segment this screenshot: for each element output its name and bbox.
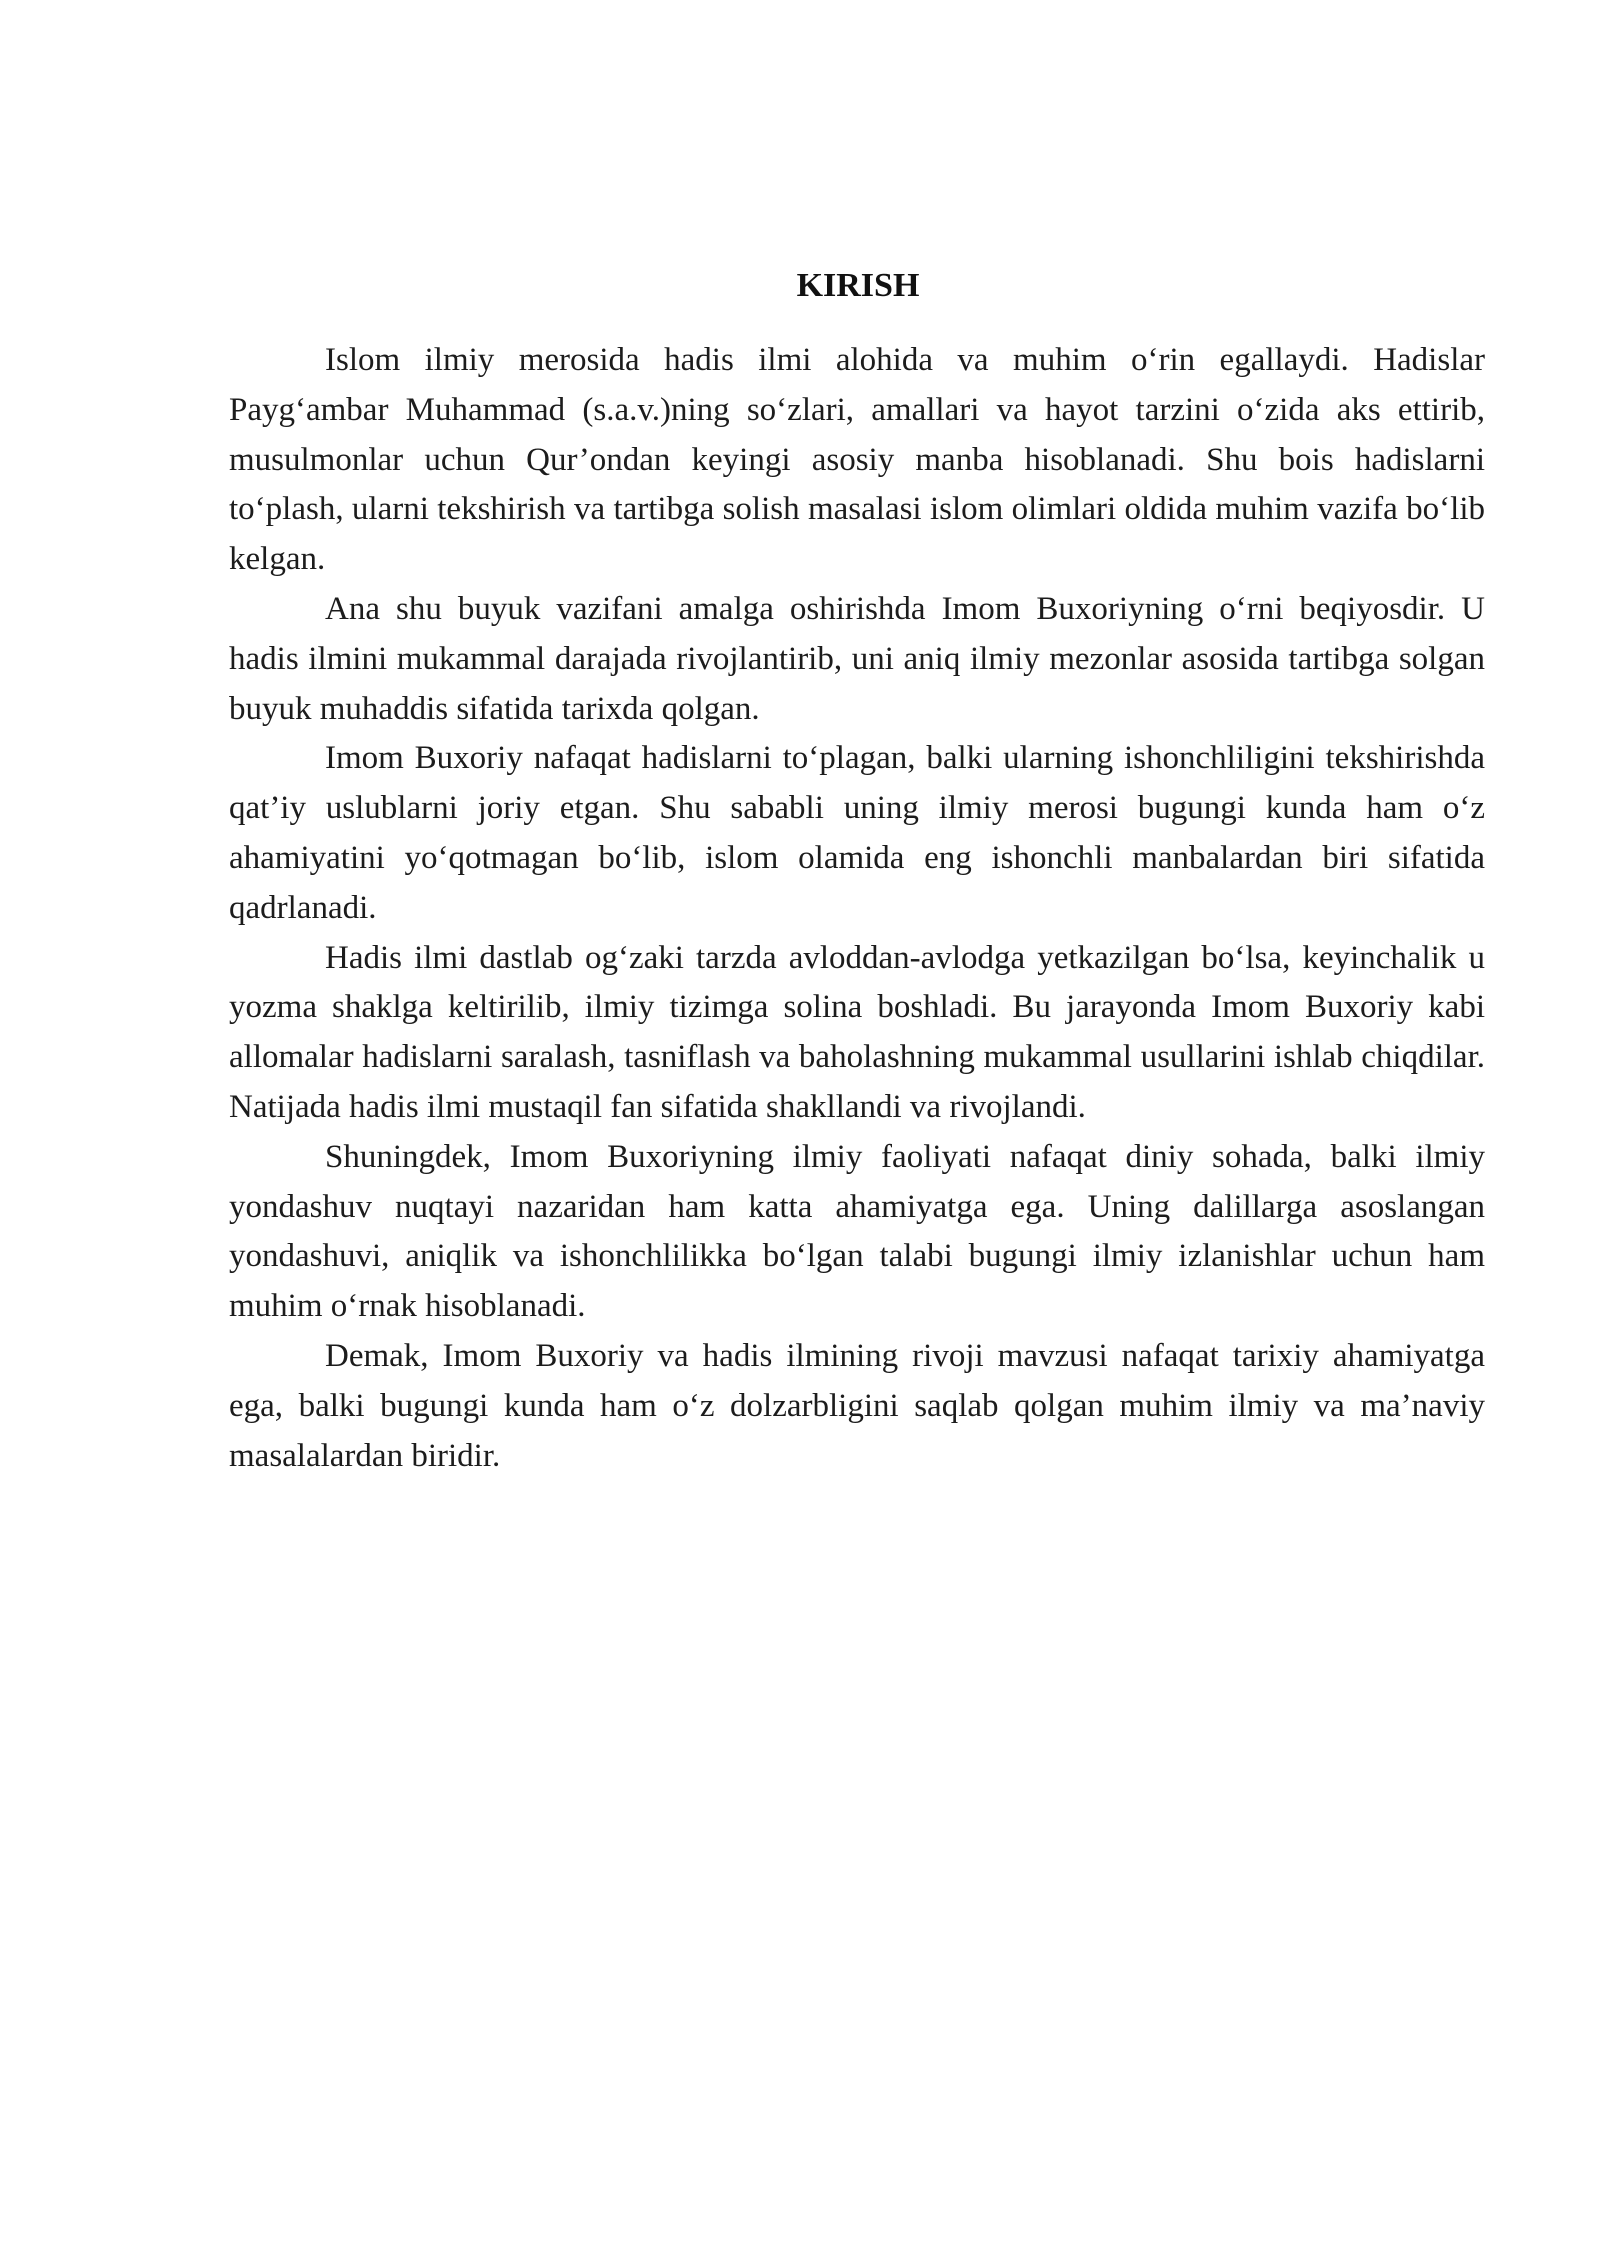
page-title: KIRISH bbox=[796, 267, 920, 304]
paragraph-2: Ana shu buyuk vazifani amalga oshirishda Imom Buxoriyning o‘rni beqiyosdir. U hadis ilmini mukammal darajada rivojlantirib, uni aniq ilmiy mezonlar asosida tartibga solgan buyuk muhaddis sifatida tarixda qolgan. bbox=[229, 590, 1485, 727]
paragraph-3: Imom Buxoriy nafaqat hadislarni to‘plagan, balki ularning ishonchliligini tekshirishda qat’iy uslublarni joriy etgan. Shu sababli uning ilmiy merosi bugungi kunda ham o‘z ahamiyatini yo‘qotmagan bo‘lib, islom olamida eng ishonchli manbalardan biri sifatida qadrlanadi. bbox=[229, 740, 1485, 926]
paragraph-5: Shuningdek, Imom Buxoriyning ilmiy faoliyati nafaqat diniy sohada, balki ilmiy yondashuv nuqtayi nazaridan ham katta ahamiyatga ega. Uning dalillarga asoslangan yondashuvi, aniqlik va ishonchlilikka bo‘lgan talabi bugungi ilmiy izlanishlar uchun ham muhim o‘rnak hisoblanadi. bbox=[229, 1138, 1485, 1325]
paragraph-1: Islom ilmiy merosida hadis ilmi alohida va muhim o‘rin egallaydi. Hadislar Payg‘ambar Muhammad (s.a.v.)ning so‘zlari, amallari va hayot tarzini o‘zida aks ettirib, musulmonlar uchun Qur’ondan keyingi asosiy manba hisoblanadi. Shu bois hadislarni to‘plash, ularni tekshirish va tartibga solish masalasi islom olimlari oldida muhim vazifa bo‘lib kelgan. bbox=[229, 342, 1485, 578]
page-content bbox=[229, 258, 1485, 1481]
paragraph-4: Hadis ilmi dastlab og‘zaki tarzda avloddan-avlodga yetkazilgan bo‘lsa, keyinchalik u yozma shaklga keltirilib, ilmiy tizimga solina boshladi. Bu jarayonda Imom Buxoriy kabi allomalar hadislarni saralash, tasniflash va baholashning mukammal usullarini ishlab chiqdilar. Natijada hadis ilmi mustaqil fan sifatida shakllandi va rivojlandi. bbox=[229, 939, 1485, 1125]
paragraph-6: Demak, Imom Buxoriy va hadis ilmining rivoji mavzusi nafaqat tarixiy ahamiyatga ega, balki bugungi kunda ham o‘z dolzarbligini saqlab qolgan muhim ilmiy va ma’naviy masalalardan biridir. bbox=[229, 1337, 1485, 1474]
